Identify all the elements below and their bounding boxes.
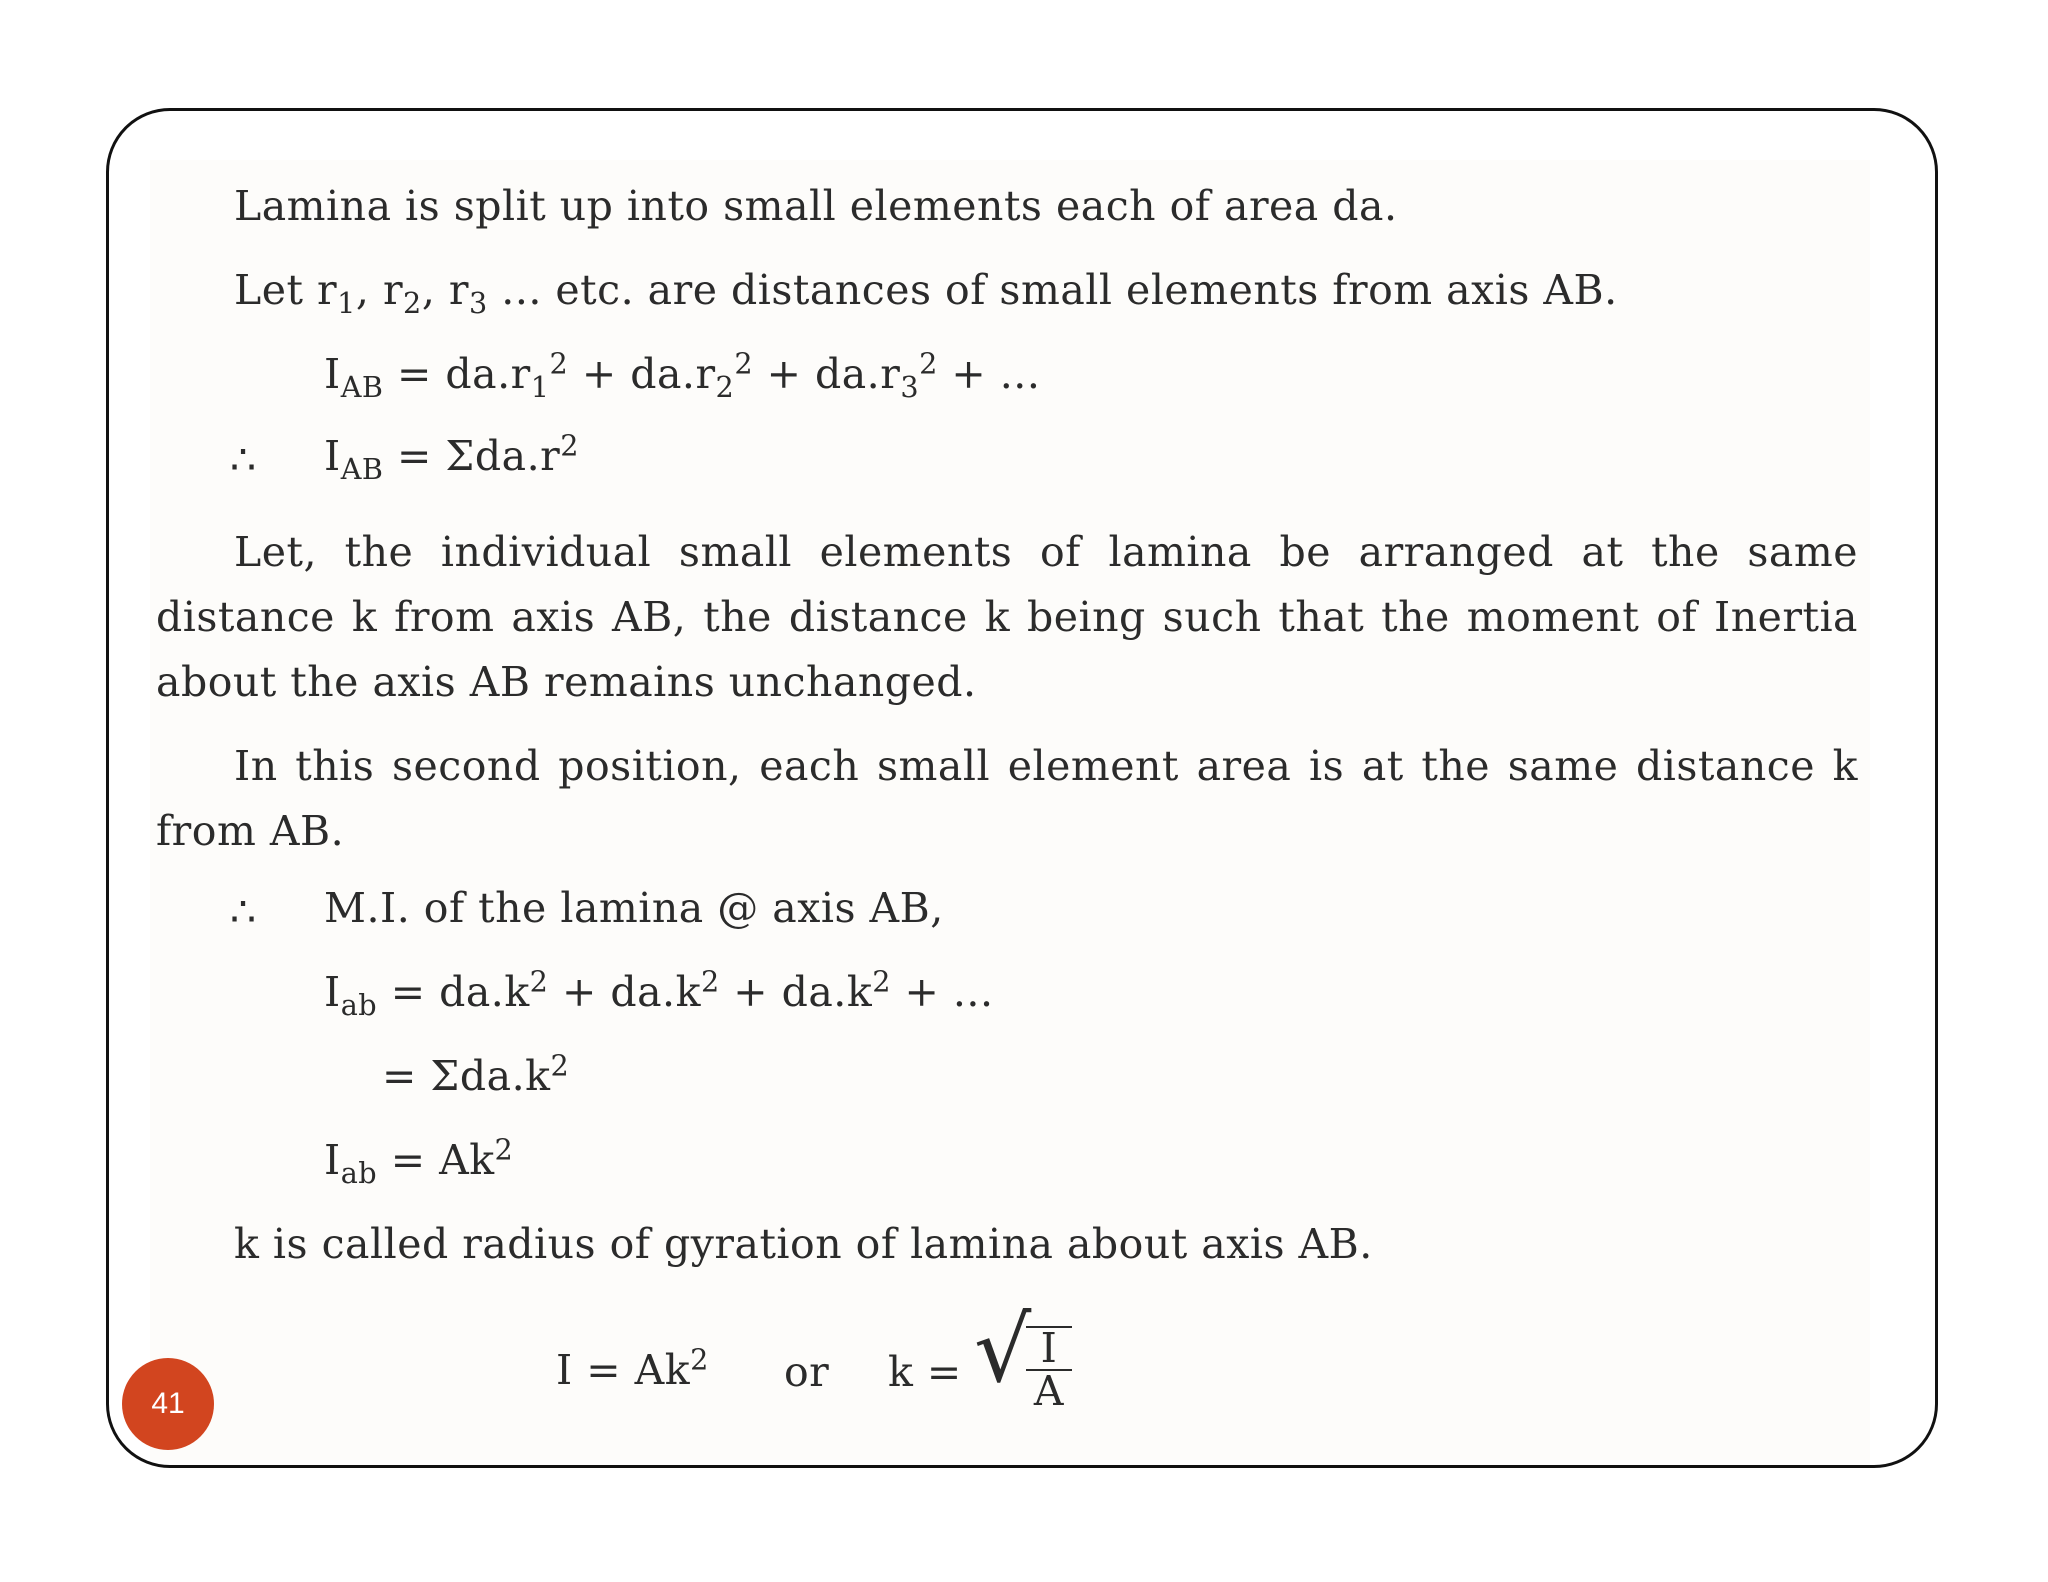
slide-number-badge: 41 xyxy=(122,1358,214,1450)
text-or: or xyxy=(784,1348,830,1396)
equation-iab-sigma: $I_{AB} = \Sigma da.r^2$ xyxy=(324,428,580,487)
text-mi-lamina: M.I. of the lamina @ axis AB, xyxy=(324,884,944,932)
text-second-position: In this second position, each small element area is at the same distance k from AB. xyxy=(156,742,1858,855)
equation-final-sqrt: √ $\frac{I}{A}$ xyxy=(974,1306,1072,1412)
equation-final-i: $I = Ak^2$ xyxy=(556,1342,709,1394)
therefore-symbol: ∴ xyxy=(230,436,257,484)
therefore-symbol-2: ∴ xyxy=(230,888,257,936)
equation-sigma-k: = $\Sigma da.k^2$ xyxy=(382,1048,570,1100)
sqrt-icon: √ xyxy=(974,1298,1032,1403)
equation-iab-ak2: $I_{ab} = Ak^2$ xyxy=(324,1132,514,1191)
text-distances: Let $r_1$, $r_2$, $r_3$ ... etc. are distances of small elements from axis AB. xyxy=(234,266,1618,321)
text-arrangement-paragraph: Let, the individual small elements of lamina be arranged at the same distance k from axis AB, the distance k being such that the moment of Inertia about the axis AB remains unchanged. xyxy=(156,528,1858,706)
text-radius-gyration: k is called radius of gyration of lamina about axis AB. xyxy=(234,1220,1373,1268)
equation-final-k-label: k = xyxy=(888,1348,962,1396)
equation-iab-sum: $I_{AB} = da.r_1^2 + da.r_2^2 + da.r_3^2$ + ... xyxy=(324,346,1041,405)
text-lamina-split: Lamina is split up into small elements each of area da. xyxy=(234,182,1398,230)
equation-iab-k: $I_{ab} = da.k^2 + da.k^2 + da.k^2$ + ... xyxy=(324,964,994,1023)
